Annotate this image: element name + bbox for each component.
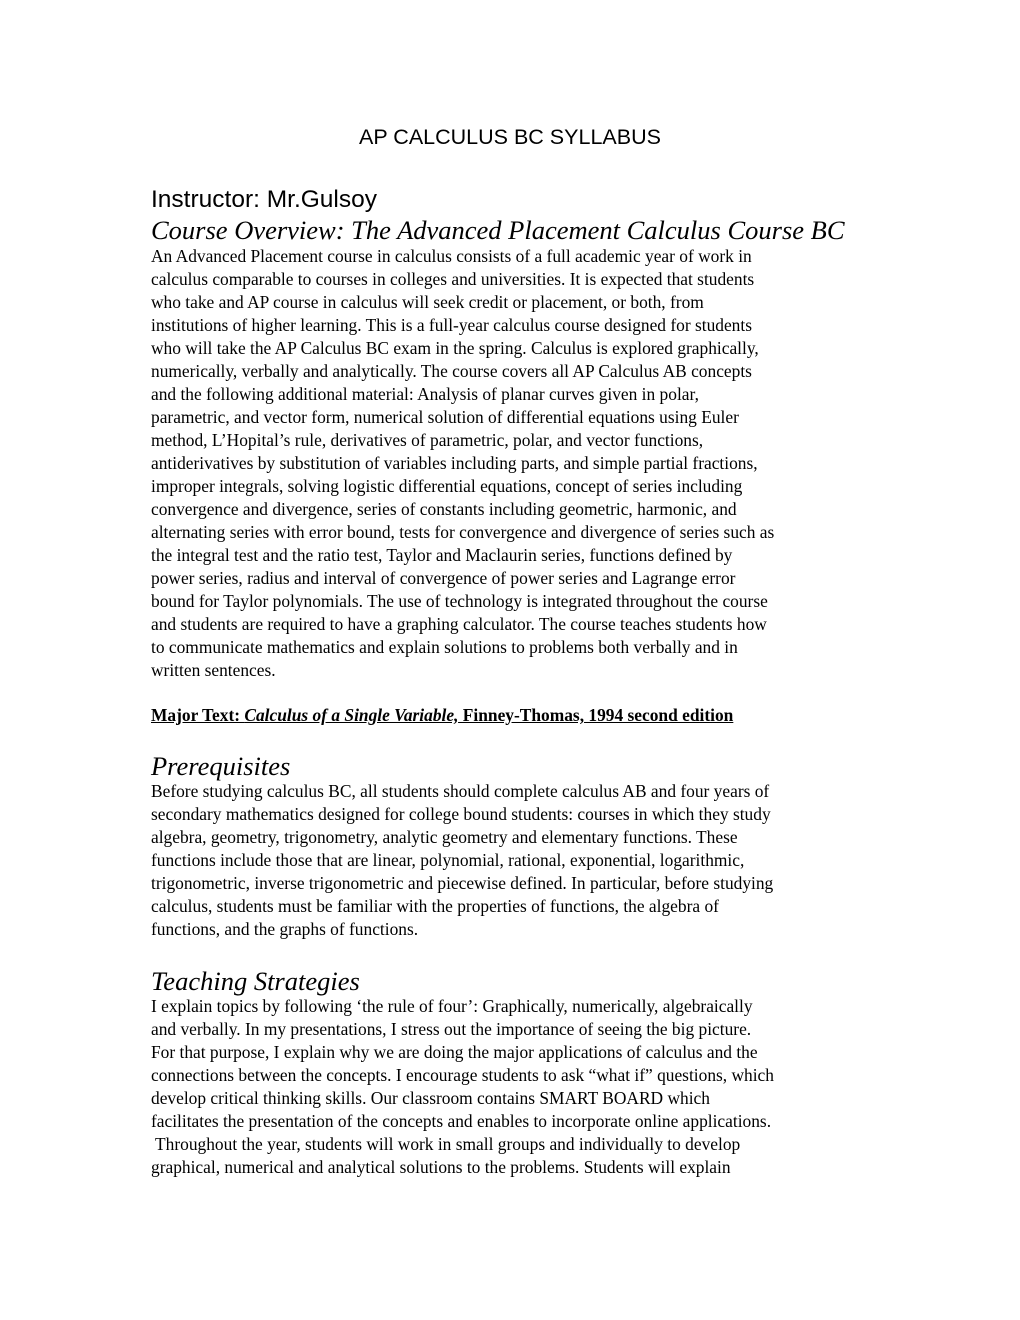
document-title: AP CALCULUS BC SYLLABUS	[359, 125, 661, 149]
prerequisites-heading: Prerequisites	[151, 751, 291, 781]
paragraph-line: functions, and the graphs of functions.	[151, 919, 419, 939]
paragraph-line: and students are required to have a graphing calculator. The course teaches students how	[151, 614, 767, 634]
paragraph-line: graphical, numerical and analytical solutions to the problems. Students will explain	[151, 1157, 731, 1177]
paragraph-line: trigonometric, inverse trigonometric and piecewise defined. In particular, before studying	[151, 873, 774, 893]
major-text-book-title: Calculus of a Single Variable,	[244, 705, 459, 725]
prerequisites-paragraph	[151, 780, 876, 941]
paragraph-line: develop critical thinking skills. Our classroom contains SMART BOARD which	[151, 1088, 710, 1108]
course-overview-paragraph	[151, 245, 876, 682]
paragraph-line: Throughout the year, students will work in small groups and individually to develop	[151, 1134, 741, 1154]
paragraph-line: connections between the concepts. I encourage students to ask “what if” questions, which	[151, 1065, 774, 1085]
paragraph-line: calculus comparable to courses in colleges and universities. It is expected that students	[151, 269, 755, 289]
paragraph-line: An Advanced Placement course in calculus consists of a full academic year of work in	[151, 246, 752, 266]
paragraph-line: parametric, and vector form, numerical solution of differential equations using Euler	[151, 407, 739, 427]
paragraph-line: written sentences.	[151, 660, 276, 680]
paragraph-line: who will take the AP Calculus BC exam in the spring. Calculus is explored graphically,	[151, 338, 759, 358]
paragraph-line: facilitates the presentation of the concepts and enables to incorporate online applications.	[151, 1111, 772, 1131]
paragraph-line: and verbally. In my presentations, I stress out the importance of seeing the big picture.	[151, 1019, 752, 1039]
paragraph-line: antiderivatives by substitution of variables including parts, and simple partial fractions,	[151, 453, 758, 473]
paragraph-line: numerically, verbally and analytically. The course covers all AP Calculus AB concepts	[151, 361, 752, 381]
paragraph-line: bound for Taylor polynomials. The use of technology is integrated throughout the course	[151, 591, 768, 611]
paragraph-line: the integral test and the ratio test, Taylor and Maclaurin series, functions defined by	[151, 545, 733, 565]
paragraph-line: who take and AP course in calculus will seek credit or placement, or both, from	[151, 292, 704, 312]
paragraph-line: secondary mathematics designed for college bound students: courses in which they study	[151, 804, 771, 824]
instructor-line: Instructor: Mr.Gulsoy	[151, 186, 378, 213]
paragraph-line: I explain topics by following ‘the rule of four’: Graphically, numerically, algebraically	[151, 996, 753, 1016]
paragraph-line: improper integrals, solving logistic differential equations, concept of series including	[151, 476, 743, 496]
paragraph-line: Before studying calculus BC, all students should complete calculus AB and four years of	[151, 781, 770, 801]
paragraph-line: functions include those that are linear, polynomial, rational, exponential, logarithmic,	[151, 850, 745, 870]
paragraph-line: calculus, students must be familiar with the properties of functions, the algebra of	[151, 896, 719, 916]
paragraph-line: convergence and divergence, series of constants including geometric, harmonic, and	[151, 499, 737, 519]
major-text-details: Finney-Thomas, 1994 second edition	[458, 705, 734, 725]
teaching-strategies-paragraph	[151, 995, 876, 1179]
paragraph-line: to communicate mathematics and explain solutions to problems both verbally and in	[151, 637, 738, 657]
paragraph-line: method, L’Hopital’s rule, derivatives of parametric, polar, and vector functions,	[151, 430, 704, 450]
teaching-strategies-heading: Teaching Strategies	[151, 966, 360, 996]
paragraph-line: power series, radius and interval of convergence of power series and Lagrange error	[151, 568, 736, 588]
major-text-line	[151, 703, 733, 727]
course-overview-heading: Course Overview: The Advanced Placement Calculus Course BC	[151, 215, 845, 245]
paragraph-line: algebra, geometry, trigonometry, analytic geometry and elementary functions. These	[151, 827, 738, 847]
paragraph-line: For that purpose, I explain why we are doing the major applications of calculus and the	[151, 1042, 758, 1062]
paragraph-line: and the following additional material: Analysis of planar curves given in polar,	[151, 384, 699, 404]
major-text-label: Major Text:	[151, 705, 245, 725]
paragraph-line: institutions of higher learning. This is a full-year calculus course designed for students	[151, 315, 752, 335]
paragraph-line: alternating series with error bound, tests for convergence and divergence of series such as	[151, 522, 775, 542]
